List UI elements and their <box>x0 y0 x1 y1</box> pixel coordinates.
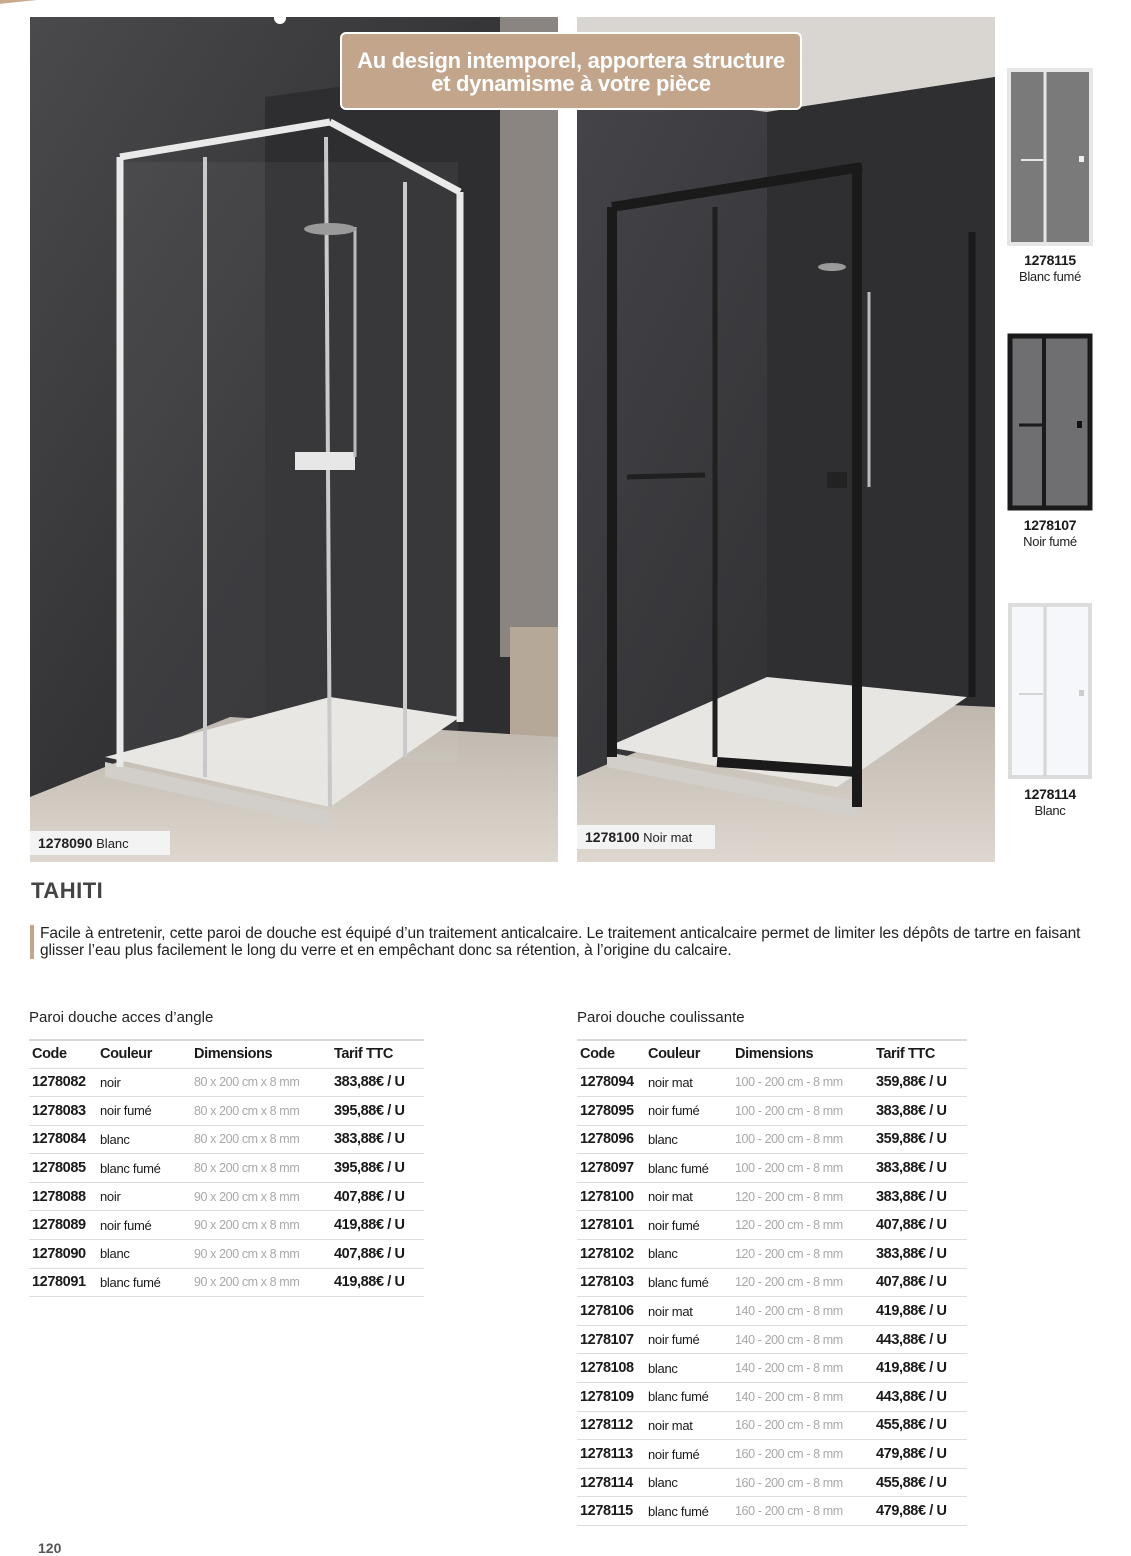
photo-caption-left <box>30 831 170 855</box>
cell-price: 455,88€ / U <box>873 1411 967 1440</box>
table-row <box>577 1297 967 1326</box>
cell-code: 1278113 <box>577 1440 645 1469</box>
photo-corner-shower-white <box>30 17 558 862</box>
product-title: TAHITI <box>31 878 104 903</box>
cell-code: 1278085 <box>29 1154 97 1183</box>
page-number: 120 <box>38 1540 62 1556</box>
cell-code: 1278091 <box>29 1268 97 1297</box>
cell-price: 479,88€ / U <box>873 1440 967 1469</box>
cell-price: 443,88€ / U <box>873 1383 967 1412</box>
cell-dimensions: 120 - 200 cm - 8 mm <box>732 1240 873 1269</box>
cell-price: 407,88€ / U <box>331 1240 424 1269</box>
sliding-shower-table-title: Paroi douche coulissante <box>577 1009 745 1026</box>
cell-code: 1278103 <box>577 1268 645 1297</box>
table-row <box>577 1411 967 1440</box>
cell-color: noir fumé <box>97 1211 191 1240</box>
cell-code: 1278115 <box>577 1497 645 1526</box>
cell-code: 1278108 <box>577 1354 645 1383</box>
header-dimensions: Dimensions <box>735 1046 814 1063</box>
cell-code: 1278112 <box>577 1411 645 1440</box>
table-row <box>577 1497 967 1526</box>
cell-dimensions: 100 - 200 cm - 8 mm <box>732 1154 873 1183</box>
cell-dimensions: 140 - 200 cm - 8 mm <box>732 1383 873 1412</box>
cell-price: 419,88€ / U <box>873 1354 967 1383</box>
cell-color: noir fumé <box>645 1097 732 1126</box>
cell-color: blanc fumé <box>97 1268 191 1297</box>
table-row <box>29 1211 424 1240</box>
angle-shower-table-block <box>29 1009 424 1297</box>
cell-color: blanc <box>645 1125 732 1154</box>
cell-code: 1278106 <box>577 1297 645 1326</box>
thumbnail-2-code: 1278107 <box>1023 517 1077 533</box>
header-color: Couleur <box>648 1046 700 1063</box>
tagline-line-1: Au design intemporel, apportera structure <box>357 48 785 73</box>
header-dimensions: Dimensions <box>194 1046 273 1063</box>
header-color: Couleur <box>100 1046 152 1063</box>
cell-price: 419,88€ / U <box>331 1268 424 1297</box>
photo-caption-right-code: 1278100 <box>585 829 640 845</box>
photo-sliding-shower-black <box>577 17 995 862</box>
cell-code: 1278084 <box>29 1125 97 1154</box>
cell-price: 359,88€ / U <box>873 1125 967 1154</box>
cell-dimensions: 120 - 200 cm - 8 mm <box>732 1211 873 1240</box>
cell-code: 1278088 <box>29 1182 97 1211</box>
cell-color: noir fumé <box>97 1097 191 1126</box>
header-code: Code <box>32 1046 67 1063</box>
cell-price: 395,88€ / U <box>331 1154 424 1183</box>
cell-price: 383,88€ / U <box>331 1068 424 1097</box>
cell-code: 1278109 <box>577 1383 645 1412</box>
cell-dimensions: 100 - 200 cm - 8 mm <box>732 1068 873 1097</box>
table-row <box>577 1068 967 1097</box>
sliding-shower-table-block <box>577 1009 967 1526</box>
cell-code: 1278094 <box>577 1068 645 1097</box>
cell-dimensions: 90 x 200 cm x 8 mm <box>191 1268 331 1297</box>
cell-price: 383,88€ / U <box>873 1097 967 1126</box>
cell-code: 1278107 <box>577 1325 645 1354</box>
cell-price: 443,88€ / U <box>873 1325 967 1354</box>
sliding-shower-illustration <box>577 17 995 862</box>
cell-dimensions: 120 - 200 cm - 8 mm <box>732 1182 873 1211</box>
cell-dimensions: 160 - 200 cm - 8 mm <box>732 1440 873 1469</box>
cell-dimensions: 140 - 200 cm - 8 mm <box>732 1325 873 1354</box>
thumbnail-3-code: 1278114 <box>1024 786 1076 802</box>
table-row <box>577 1440 967 1469</box>
thumbnail-1-image <box>1007 68 1093 246</box>
cell-price: 383,88€ / U <box>873 1240 967 1269</box>
cell-color: noir mat <box>645 1068 732 1097</box>
cell-price: 419,88€ / U <box>873 1297 967 1326</box>
cell-code: 1278089 <box>29 1211 97 1240</box>
cell-dimensions: 100 - 200 cm - 8 mm <box>732 1097 873 1126</box>
cell-color: blanc <box>645 1354 732 1383</box>
cell-color: blanc fumé <box>645 1383 732 1412</box>
tagline-banner <box>340 32 802 110</box>
table-row <box>577 1268 967 1297</box>
table-row <box>577 1211 967 1240</box>
corner-accent <box>0 0 140 14</box>
cell-code: 1278100 <box>577 1182 645 1211</box>
table-row <box>29 1068 424 1097</box>
cell-color: blanc <box>645 1240 732 1269</box>
cell-price: 407,88€ / U <box>331 1182 424 1211</box>
cell-code: 1278102 <box>577 1240 645 1269</box>
cell-price: 407,88€ / U <box>873 1268 967 1297</box>
cell-price: 395,88€ / U <box>331 1097 424 1126</box>
cell-code: 1278096 <box>577 1125 645 1154</box>
cell-dimensions: 90 x 200 cm x 8 mm <box>191 1182 331 1211</box>
cell-color: blanc fumé <box>645 1497 732 1526</box>
cell-color: blanc <box>645 1468 732 1497</box>
table-row <box>29 1097 424 1126</box>
table-row <box>577 1325 967 1354</box>
thumbnail-3-image <box>1007 602 1093 780</box>
tagline-line-2: et dynamisme à votre pièce <box>431 71 711 96</box>
cell-color: noir mat <box>645 1411 732 1440</box>
cell-color: noir mat <box>645 1297 732 1326</box>
table-row <box>577 1182 967 1211</box>
cell-price: 359,88€ / U <box>873 1068 967 1097</box>
cell-color: noir <box>97 1068 191 1097</box>
thumbnail-2-color: Noir fumé <box>1023 534 1077 549</box>
cell-dimensions: 80 x 200 cm x 8 mm <box>191 1068 331 1097</box>
table-header-row <box>29 1040 424 1068</box>
corner-shower-illustration <box>30 17 558 862</box>
cell-dimensions: 80 x 200 cm x 8 mm <box>191 1125 331 1154</box>
cell-dimensions: 140 - 200 cm - 8 mm <box>732 1354 873 1383</box>
angle-shower-price-table <box>29 1039 424 1297</box>
table-row <box>577 1125 967 1154</box>
cell-dimensions: 80 x 200 cm x 8 mm <box>191 1097 331 1126</box>
cell-color: blanc <box>97 1125 191 1154</box>
photo-caption-right <box>577 825 715 849</box>
cell-dimensions: 160 - 200 cm - 8 mm <box>732 1497 873 1526</box>
cell-code: 1278083 <box>29 1097 97 1126</box>
cell-code: 1278082 <box>29 1068 97 1097</box>
photo-caption-left-code: 1278090 <box>38 835 93 851</box>
product-description: Facile à entretenir, cette paroi de douche est équipé d’un traitement anticalcaire. Le traitement anticalcaire permet de limiter les dépôts de tartre en faisant glisser l’eau plus facilement le long du verre et en empêchant donc sa rétention, à l’origine du calcaire. <box>30 925 1105 959</box>
cell-color: noir mat <box>645 1182 732 1211</box>
thumbnail-3-color: Blanc <box>1034 803 1066 818</box>
cell-code: 1278114 <box>577 1468 645 1497</box>
cell-color: noir fumé <box>645 1325 732 1354</box>
photo-caption-left-color: Blanc <box>96 836 129 851</box>
table-row <box>577 1468 967 1497</box>
table-row <box>577 1097 967 1126</box>
header-price: Tarif TTC <box>334 1046 393 1063</box>
table-row <box>29 1240 424 1269</box>
photo-caption-right-color: Noir mat <box>643 830 693 845</box>
table-row <box>29 1182 424 1211</box>
cell-dimensions: 100 - 200 cm - 8 mm <box>732 1125 873 1154</box>
table-row <box>29 1154 424 1183</box>
angle-shower-table-title: Paroi douche acces d’angle <box>29 1009 214 1026</box>
cell-color: noir <box>97 1182 191 1211</box>
cell-code: 1278090 <box>29 1240 97 1269</box>
thumbnail-2 <box>1007 333 1093 549</box>
table-row <box>577 1154 967 1183</box>
cell-dimensions: 90 x 200 cm x 8 mm <box>191 1211 331 1240</box>
cell-color: blanc <box>97 1240 191 1269</box>
cell-code: 1278095 <box>577 1097 645 1126</box>
cell-dimensions: 160 - 200 cm - 8 mm <box>732 1468 873 1497</box>
cell-price: 419,88€ / U <box>331 1211 424 1240</box>
cell-dimensions: 90 x 200 cm x 8 mm <box>191 1240 331 1269</box>
table-header-row <box>577 1040 967 1068</box>
cell-color: blanc fumé <box>645 1154 732 1183</box>
table-row <box>577 1383 967 1412</box>
table-row <box>577 1240 967 1269</box>
door-white-icon <box>1007 602 1093 780</box>
cell-price: 383,88€ / U <box>331 1125 424 1154</box>
table-row <box>29 1125 424 1154</box>
cell-dimensions: 120 - 200 cm - 8 mm <box>732 1268 873 1297</box>
thumbnail-2-image <box>1007 333 1093 511</box>
cell-code: 1278101 <box>577 1211 645 1240</box>
header-price: Tarif TTC <box>876 1046 935 1063</box>
thumbnail-1-code: 1278115 <box>1024 252 1076 268</box>
cell-price: 383,88€ / U <box>873 1182 967 1211</box>
cell-color: blanc fumé <box>97 1154 191 1183</box>
cell-price: 383,88€ / U <box>873 1154 967 1183</box>
door-black-smoked-icon <box>1007 333 1093 511</box>
cell-color: noir fumé <box>645 1211 732 1240</box>
cell-color: blanc fumé <box>645 1268 732 1297</box>
cell-code: 1278097 <box>577 1154 645 1183</box>
table-row <box>29 1268 424 1297</box>
cell-price: 455,88€ / U <box>873 1468 967 1497</box>
cell-price: 479,88€ / U <box>873 1497 967 1526</box>
cell-color: noir fumé <box>645 1440 732 1469</box>
cell-dimensions: 140 - 200 cm - 8 mm <box>732 1297 873 1326</box>
sliding-shower-price-table <box>577 1039 967 1526</box>
thumbnail-3 <box>1007 602 1093 818</box>
door-white-smoked-icon <box>1007 68 1093 246</box>
header-code: Code <box>580 1046 615 1063</box>
table-row <box>577 1354 967 1383</box>
cell-price: 407,88€ / U <box>873 1211 967 1240</box>
thumbnail-1 <box>1007 68 1093 284</box>
cell-dimensions: 160 - 200 cm - 8 mm <box>732 1411 873 1440</box>
thumbnail-1-color: Blanc fumé <box>1018 269 1082 284</box>
cell-dimensions: 80 x 200 cm x 8 mm <box>191 1154 331 1183</box>
